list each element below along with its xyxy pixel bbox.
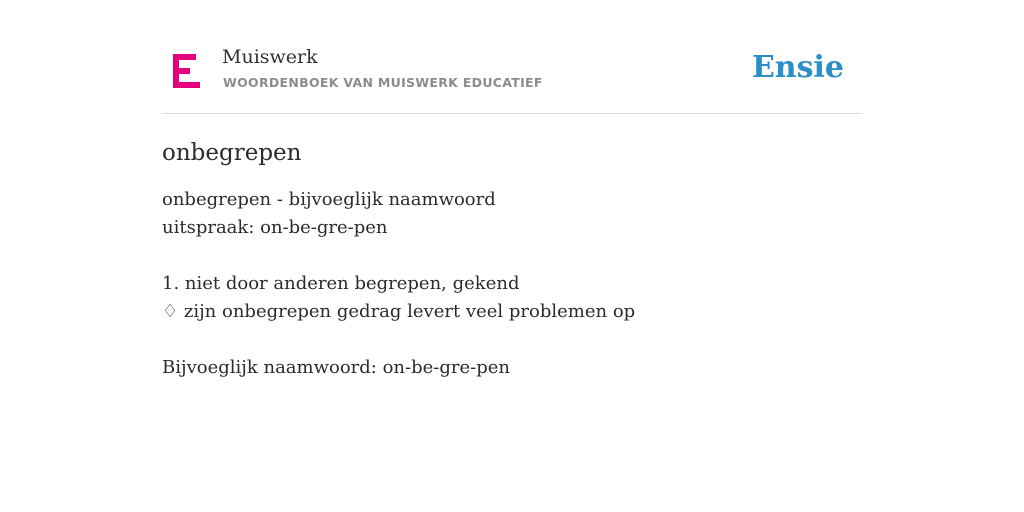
logo-bar-top bbox=[173, 54, 196, 60]
entry-content bbox=[162, 136, 862, 382]
brand-subtitle: WOORDENBOEK VAN MUISWERK EDUCATIEF bbox=[223, 75, 543, 90]
brand-name[interactable]: Muiswerk bbox=[222, 46, 318, 68]
logo-bar-middle bbox=[173, 68, 190, 74]
spacer bbox=[162, 242, 862, 270]
spacer bbox=[162, 326, 862, 354]
example-line: ♢ zijn onbegrepen gedrag levert veel problemen op bbox=[162, 301, 636, 322]
definition-line: 1. niet door anderen begrepen, gekend bbox=[162, 273, 520, 294]
muiswerk-logo-icon[interactable] bbox=[173, 54, 201, 88]
logo-bar-bottom bbox=[173, 82, 200, 88]
page-title: onbegrepen bbox=[162, 140, 302, 166]
word-class-line: onbegrepen - bijvoeglijk naamwoord bbox=[162, 189, 496, 210]
ensie-logo[interactable]: Ensie bbox=[751, 50, 844, 85]
header bbox=[162, 40, 862, 114]
pronunciation-line: uitspraak: on-be-gre-pen bbox=[162, 217, 388, 238]
hyphenation-line: Bijvoeglijk naamwoord: on-be-gre-pen bbox=[162, 357, 510, 378]
